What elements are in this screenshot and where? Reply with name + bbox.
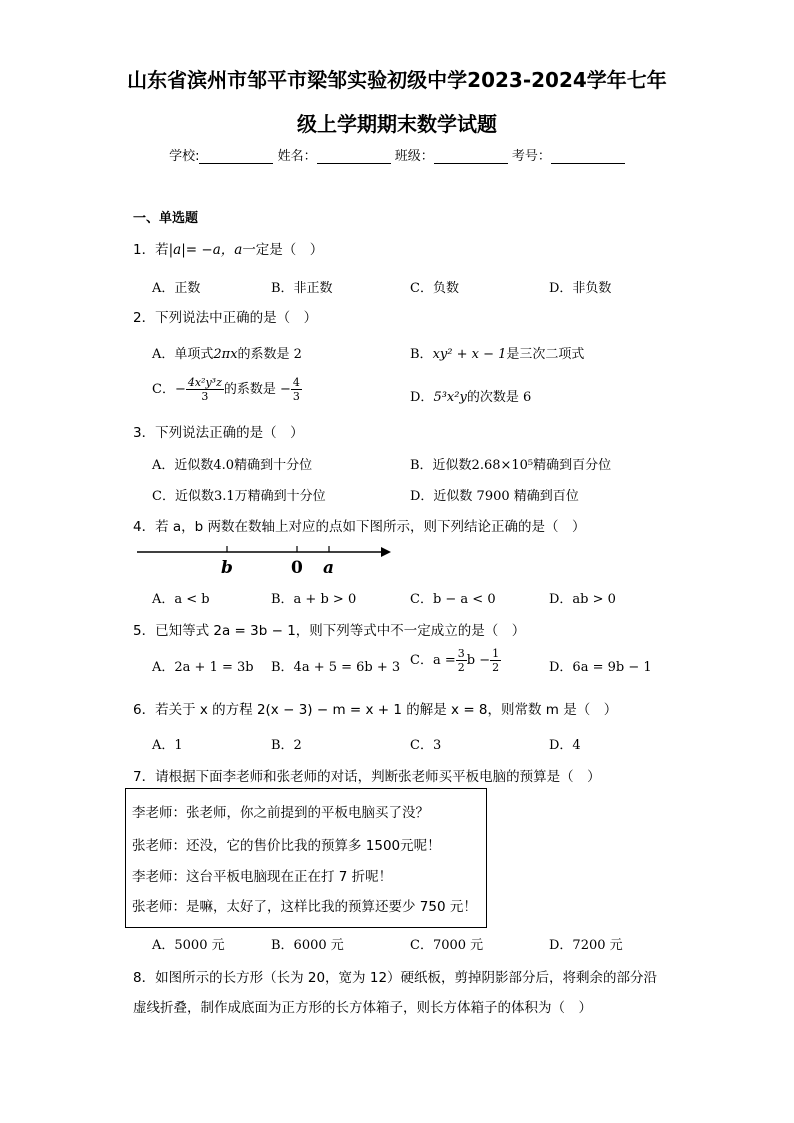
q1-option-a[interactable]: A．正数 (152, 281, 201, 296)
q2-b-post: 是三次二项式 (506, 347, 585, 362)
q2-b-expr: xy² + x − 1 (432, 347, 507, 362)
dialog-box (125, 788, 487, 928)
q6-option-b[interactable]: B．2 (271, 738, 302, 753)
q2-c-fraction (186, 376, 224, 403)
number-line-arrow (381, 547, 391, 557)
q5-c-fraction-2 (490, 647, 501, 674)
q2-b-pre: B． (410, 347, 433, 362)
q2-c-fraction-2 (291, 376, 302, 403)
q5-c-den-1: 2 (457, 661, 465, 674)
q3-option-b[interactable]: B．近似数2.68×10⁵精确到百分位 (410, 458, 612, 473)
exam-title-line-2: 级上学期期末数学试题 (297, 112, 497, 136)
q2-c-denominator: 3 (201, 390, 209, 403)
number-line-figure (135, 540, 395, 580)
q4-option-d[interactable]: D．ab > 0 (549, 592, 616, 607)
name-label: 姓名： (277, 149, 317, 164)
q5-option-c[interactable] (410, 647, 501, 674)
q1-option-b[interactable]: B．非正数 (271, 281, 333, 296)
q3-option-c[interactable]: C．近似数3.1万精确到十分位 (152, 489, 326, 504)
q2-c-numerator: 4x²y³z (187, 376, 222, 389)
abs-bar-right: | (181, 242, 186, 258)
q2-option-b[interactable] (410, 343, 584, 362)
q5-option-d[interactable]: D．6a = 9b − 1 (549, 660, 652, 675)
q7-option-b[interactable]: B．6000 元 (271, 938, 344, 953)
school-blank (199, 149, 273, 164)
q5-c-num-2: 1 (492, 647, 500, 660)
q3-option-a[interactable]: A．近似数4.0精确到十分位 (152, 458, 313, 473)
q5-c-pre: C．a = (410, 653, 456, 668)
q2-c-numerator-2: 4 (292, 376, 300, 389)
dialog-line-4: 张老师：是嘛，太好了，这样比我的预算还要少 750 元！ (132, 899, 477, 915)
q2-option-c[interactable] (152, 376, 302, 403)
question-8-line-2: 虚线折叠，制作成底面为正方形的长方体箱子，则长方体箱子的体积为（ ） (133, 1000, 592, 1016)
name-blank (317, 149, 391, 164)
question-3-stem: 3．下列说法正确的是（ ） (133, 425, 304, 441)
question-5-stem: 5．已知等式 2a = 3b − 1，则下列等式中不一定成立的是（ ） (133, 623, 526, 639)
q7-option-d[interactable]: D．7200 元 (549, 938, 623, 953)
class-label: 班级： (394, 149, 434, 164)
q7-option-a[interactable]: A．5000 元 (152, 938, 225, 953)
q2-d-pre: D． (410, 390, 434, 405)
label-b: b (221, 558, 233, 578)
question-7-stem: 7．请根据下面李老师和张老师的对话，判断张老师买平板电脑的预算是（ ） (133, 769, 601, 785)
q2-c-mid: 的系数是 − (223, 382, 291, 397)
q5-c-num-1: 3 (457, 647, 465, 660)
q5-c-mid: b − (466, 653, 491, 668)
q2-d-post: 的次数是 6 (466, 390, 532, 405)
q6-option-a[interactable]: A．1 (152, 738, 183, 753)
q2-a-pre: A．单项式 (152, 347, 214, 362)
dialog-line-3: 李老师：这台平板电脑现在正在打 7 折呢！ (132, 869, 393, 885)
number-blank (551, 149, 625, 164)
q7-option-c[interactable]: C．7000 元 (410, 938, 484, 953)
label-a: a (323, 558, 335, 578)
q1-option-c[interactable]: C．负数 (410, 281, 459, 296)
q2-a-post: 的系数是 2 (237, 347, 302, 362)
q2-d-expr: 5³x²y (433, 390, 467, 405)
q2-option-d[interactable] (410, 386, 531, 405)
q5-option-a[interactable]: A．2a + 1 = 3b (152, 660, 254, 675)
school-label: 学校: (169, 149, 200, 164)
abs-bar-left: | (168, 242, 174, 258)
number-label: 考号： (511, 149, 551, 164)
q1-abs-var: a (173, 242, 182, 258)
class-blank (434, 149, 508, 164)
student-info-row (0, 145, 794, 164)
question-8-line-1: 8．如图所示的长方形（长为 20，宽为 12）硬纸板，剪掉阴影部分后，将剩余的部分沿 (133, 970, 658, 986)
question-2-stem: 2．下列说法中正确的是（ ） (133, 310, 318, 326)
section-heading: 一、单选题 (133, 211, 199, 226)
q5-option-b[interactable]: B．4a + 5 = 6b + 3 (271, 660, 401, 675)
q3-option-d[interactable]: D．近似数 7900 精确到百位 (410, 489, 579, 504)
q1-prefix: 1．若 (133, 242, 169, 258)
q5-c-fraction-1 (456, 647, 467, 674)
q1-option-d[interactable]: D．非负数 (549, 281, 612, 296)
q1-var: a (234, 242, 243, 258)
q4-option-b[interactable]: B．a + b > 0 (271, 592, 357, 607)
q1-suffix: 一定是（ ） (242, 242, 324, 258)
q1-equation: = −a， (185, 242, 235, 258)
q6-option-c[interactable]: C．3 (410, 738, 442, 753)
q2-option-a[interactable] (152, 343, 302, 362)
question-1-stem (133, 238, 323, 258)
question-4-stem: 4．若 a，b 两数在数轴上对应的点如下图所示，则下列结论正确的是（ ） (133, 519, 586, 535)
dialog-line-1: 李老师：张老师，你之前提到的平板电脑买了没？ (132, 805, 429, 821)
dialog-line-2: 张老师：还没，它的售价比我的预算多 1500元呢！ (132, 838, 441, 854)
q4-option-a[interactable]: A．a < b (152, 592, 210, 607)
q6-option-d[interactable]: D．4 (549, 738, 581, 753)
q5-c-den-2: 2 (492, 661, 500, 674)
question-6-stem: 6．若关于 x 的方程 2(x − 3) − m = x + 1 的解是 x = 8，则常数 m 是（ ） (133, 702, 618, 718)
exam-title-line-1: 山东省滨州市邹平市梁邹实验初级中学2023-2024学年七年 (127, 68, 667, 92)
q4-option-c[interactable]: C．b − a < 0 (410, 592, 496, 607)
q2-a-expr: 2πx (213, 347, 238, 362)
q2-c-denominator-2: 3 (292, 390, 300, 403)
label-0: 0 (291, 558, 303, 578)
q2-c-pre: C．− (152, 382, 186, 397)
